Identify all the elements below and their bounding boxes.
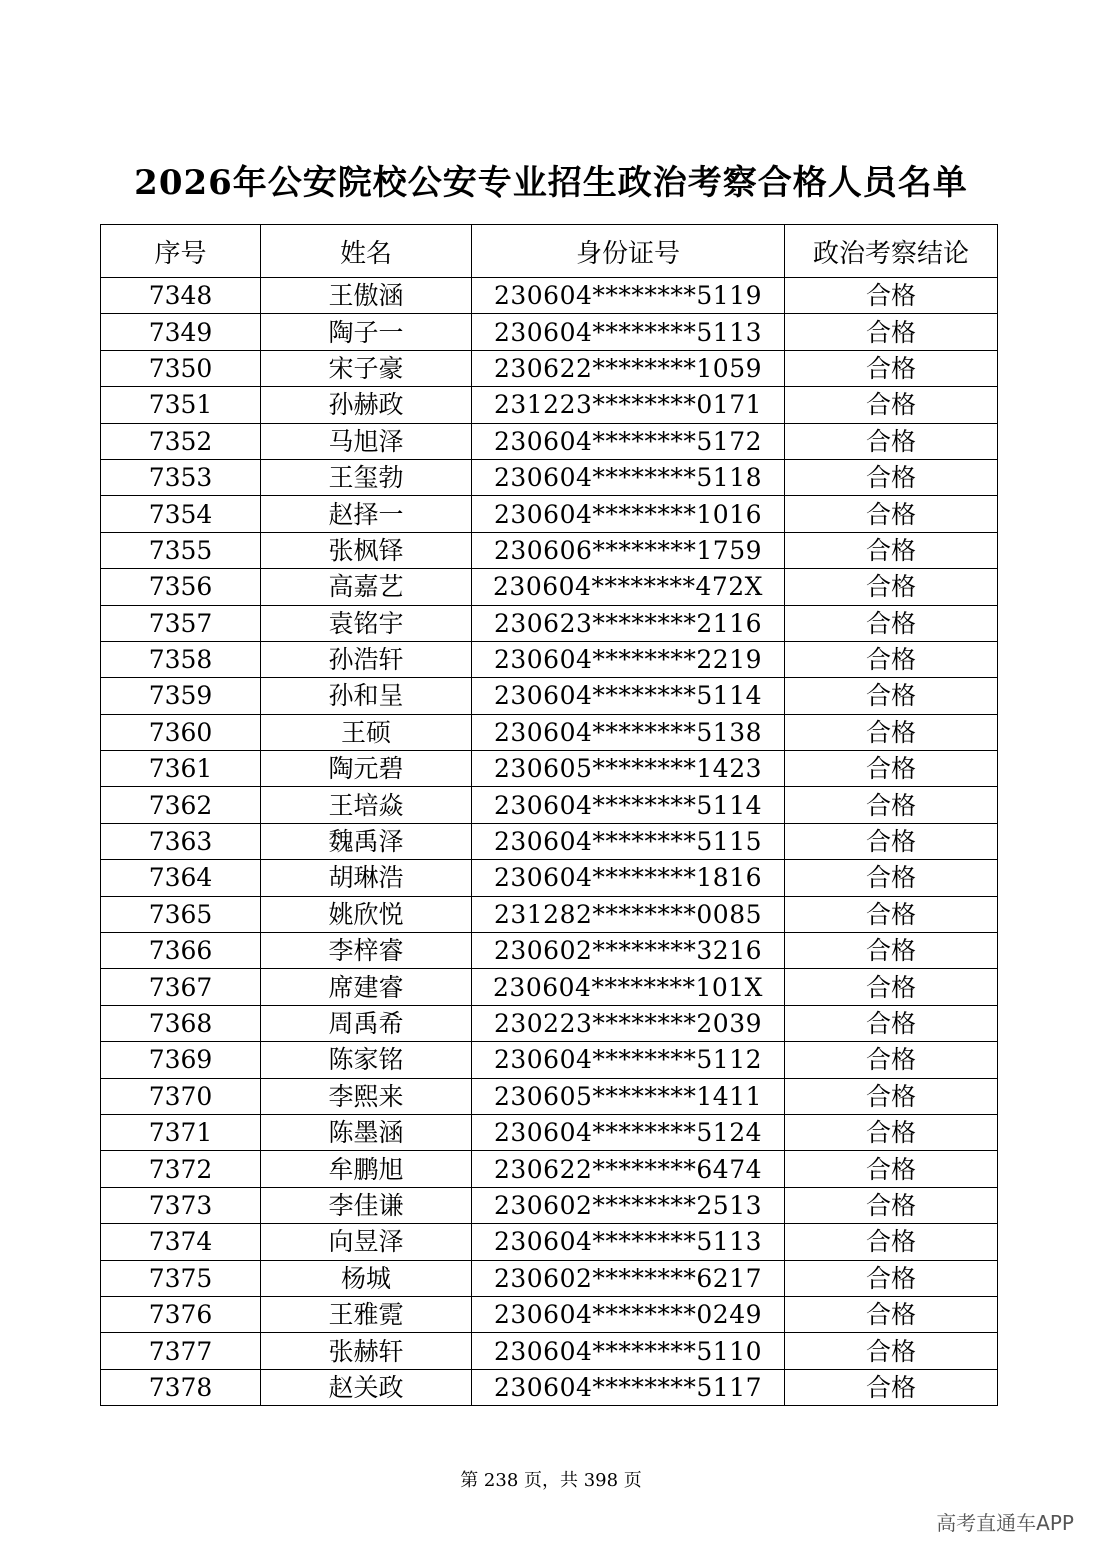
table-row bbox=[101, 1260, 998, 1296]
cell-id-number: 230604********5172 bbox=[472, 423, 785, 459]
cell-name: 王培焱 bbox=[261, 787, 472, 823]
page-number: 第 238 页，共 398 页 bbox=[460, 1470, 642, 1491]
table-row bbox=[101, 896, 998, 932]
cell-name: 牟鹏旭 bbox=[261, 1151, 472, 1187]
cell-result: 合格 bbox=[785, 1151, 998, 1187]
cell-result: 合格 bbox=[785, 1078, 998, 1114]
cell-seq: 7349 bbox=[101, 314, 261, 350]
cell-id-number: 230604********0249 bbox=[472, 1296, 785, 1332]
cell-name: 孙浩轩 bbox=[261, 641, 472, 677]
table-row bbox=[101, 532, 998, 568]
table-header-row bbox=[101, 225, 998, 278]
cell-name: 王雅霓 bbox=[261, 1296, 472, 1332]
cell-seq: 7371 bbox=[101, 1114, 261, 1150]
cell-result: 合格 bbox=[785, 787, 998, 823]
cell-result: 合格 bbox=[785, 1224, 998, 1260]
header-seq: 序号 bbox=[101, 225, 261, 278]
cell-id-number: 230604********1816 bbox=[472, 860, 785, 896]
cell-id-number: 230604********5118 bbox=[472, 459, 785, 495]
table-row bbox=[101, 1078, 998, 1114]
cell-result: 合格 bbox=[785, 605, 998, 641]
table-row bbox=[101, 1224, 998, 1260]
cell-id-number: 230604********1016 bbox=[472, 496, 785, 532]
cell-seq: 7376 bbox=[101, 1296, 261, 1332]
table-row bbox=[101, 423, 998, 459]
cell-id-number: 230604********5115 bbox=[472, 823, 785, 859]
table-row bbox=[101, 314, 998, 350]
table-row bbox=[101, 459, 998, 495]
cell-result: 合格 bbox=[785, 1333, 998, 1369]
cell-id-number: 231282********0085 bbox=[472, 896, 785, 932]
cell-id-number: 230602********3216 bbox=[472, 933, 785, 969]
cell-seq: 7363 bbox=[101, 823, 261, 859]
cell-id-number: 230604********5117 bbox=[472, 1369, 785, 1405]
cell-name: 赵关政 bbox=[261, 1369, 472, 1405]
table-row bbox=[101, 933, 998, 969]
cell-id-number: 230604********5114 bbox=[472, 678, 785, 714]
cell-result: 合格 bbox=[785, 1260, 998, 1296]
cell-name: 胡琳浩 bbox=[261, 860, 472, 896]
cell-result: 合格 bbox=[785, 641, 998, 677]
cell-seq: 7362 bbox=[101, 787, 261, 823]
cell-name: 宋子豪 bbox=[261, 350, 472, 386]
cell-seq: 7360 bbox=[101, 714, 261, 750]
table-row bbox=[101, 714, 998, 750]
table-body bbox=[101, 278, 998, 1406]
cell-id-number: 230604********5113 bbox=[472, 1224, 785, 1260]
cell-id-number: 230604********5138 bbox=[472, 714, 785, 750]
table-row bbox=[101, 1151, 998, 1187]
cell-id-number: 230604********5124 bbox=[472, 1114, 785, 1150]
cell-name: 李熙来 bbox=[261, 1078, 472, 1114]
cell-seq: 7375 bbox=[101, 1260, 261, 1296]
cell-seq: 7352 bbox=[101, 423, 261, 459]
cell-id-number: 230622********6474 bbox=[472, 1151, 785, 1187]
cell-name: 陶子一 bbox=[261, 314, 472, 350]
cell-result: 合格 bbox=[785, 387, 998, 423]
cell-result: 合格 bbox=[785, 1369, 998, 1405]
cell-seq: 7356 bbox=[101, 569, 261, 605]
header-result: 政治考察结论 bbox=[785, 225, 998, 278]
cell-name: 张赫轩 bbox=[261, 1333, 472, 1369]
cell-name: 张枫铎 bbox=[261, 532, 472, 568]
cell-name: 陶元碧 bbox=[261, 751, 472, 787]
cell-id-number: 230604********472X bbox=[472, 569, 785, 605]
cell-result: 合格 bbox=[785, 969, 998, 1005]
cell-id-number: 230604********2219 bbox=[472, 641, 785, 677]
cell-seq: 7369 bbox=[101, 1042, 261, 1078]
cell-id-number: 230604********5114 bbox=[472, 787, 785, 823]
cell-id-number: 230622********1059 bbox=[472, 350, 785, 386]
cell-seq: 7372 bbox=[101, 1151, 261, 1187]
cell-result: 合格 bbox=[785, 896, 998, 932]
table-row bbox=[101, 1333, 998, 1369]
cell-seq: 7370 bbox=[101, 1078, 261, 1114]
cell-result: 合格 bbox=[785, 496, 998, 532]
cell-name: 魏禹泽 bbox=[261, 823, 472, 859]
cell-seq: 7351 bbox=[101, 387, 261, 423]
cell-id-number: 230602********2513 bbox=[472, 1187, 785, 1223]
cell-result: 合格 bbox=[785, 569, 998, 605]
cell-id-number: 230223********2039 bbox=[472, 1005, 785, 1041]
table-row bbox=[101, 1005, 998, 1041]
cell-result: 合格 bbox=[785, 933, 998, 969]
cell-seq: 7365 bbox=[101, 896, 261, 932]
cell-name: 周禹希 bbox=[261, 1005, 472, 1041]
cell-seq: 7357 bbox=[101, 605, 261, 641]
cell-seq: 7359 bbox=[101, 678, 261, 714]
cell-seq: 7368 bbox=[101, 1005, 261, 1041]
cell-name: 李佳谦 bbox=[261, 1187, 472, 1223]
cell-id-number: 230604********5112 bbox=[472, 1042, 785, 1078]
cell-name: 姚欣悦 bbox=[261, 896, 472, 932]
roster-table bbox=[100, 224, 998, 1406]
cell-result: 合格 bbox=[785, 823, 998, 859]
cell-seq: 7377 bbox=[101, 1333, 261, 1369]
cell-name: 高嘉艺 bbox=[261, 569, 472, 605]
cell-id-number: 230604********5113 bbox=[472, 314, 785, 350]
table-row bbox=[101, 278, 998, 314]
cell-name: 王硕 bbox=[261, 714, 472, 750]
cell-id-number: 230602********6217 bbox=[472, 1260, 785, 1296]
table-row bbox=[101, 751, 998, 787]
cell-id-number: 230606********1759 bbox=[472, 532, 785, 568]
cell-name: 马旭泽 bbox=[261, 423, 472, 459]
cell-name: 袁铭宇 bbox=[261, 605, 472, 641]
cell-id-number: 230605********1411 bbox=[472, 1078, 785, 1114]
document-title: 2026年公安院校公安专业招生政治考察合格人员名单 bbox=[134, 163, 968, 203]
cell-name: 赵择一 bbox=[261, 496, 472, 532]
cell-name: 王傲涵 bbox=[261, 278, 472, 314]
table-row bbox=[101, 1042, 998, 1078]
cell-name: 向昱泽 bbox=[261, 1224, 472, 1260]
table-row bbox=[101, 1187, 998, 1223]
table-row bbox=[101, 823, 998, 859]
cell-seq: 7367 bbox=[101, 969, 261, 1005]
cell-result: 合格 bbox=[785, 423, 998, 459]
cell-result: 合格 bbox=[785, 678, 998, 714]
cell-result: 合格 bbox=[785, 350, 998, 386]
cell-seq: 7350 bbox=[101, 350, 261, 386]
table-row bbox=[101, 787, 998, 823]
cell-seq: 7348 bbox=[101, 278, 261, 314]
cell-id-number: 230605********1423 bbox=[472, 751, 785, 787]
cell-result: 合格 bbox=[785, 1042, 998, 1078]
cell-result: 合格 bbox=[785, 1187, 998, 1223]
cell-seq: 7353 bbox=[101, 459, 261, 495]
header-id: 身份证号 bbox=[472, 225, 785, 278]
cell-seq: 7361 bbox=[101, 751, 261, 787]
table-row bbox=[101, 1369, 998, 1405]
cell-seq: 7373 bbox=[101, 1187, 261, 1223]
cell-result: 合格 bbox=[785, 751, 998, 787]
header-name: 姓名 bbox=[261, 225, 472, 278]
cell-result: 合格 bbox=[785, 1296, 998, 1332]
cell-result: 合格 bbox=[785, 860, 998, 896]
cell-name: 孙和呈 bbox=[261, 678, 472, 714]
table-row bbox=[101, 641, 998, 677]
cell-id-number: 230604********5119 bbox=[472, 278, 785, 314]
table-row bbox=[101, 387, 998, 423]
cell-seq: 7364 bbox=[101, 860, 261, 896]
cell-name: 李梓睿 bbox=[261, 933, 472, 969]
table-row bbox=[101, 569, 998, 605]
cell-id-number: 230623********2116 bbox=[472, 605, 785, 641]
table-row bbox=[101, 860, 998, 896]
cell-name: 孙赫政 bbox=[261, 387, 472, 423]
cell-name: 席建睿 bbox=[261, 969, 472, 1005]
table-row bbox=[101, 605, 998, 641]
cell-seq: 7378 bbox=[101, 1369, 261, 1405]
table-row bbox=[101, 350, 998, 386]
cell-result: 合格 bbox=[785, 1005, 998, 1041]
cell-result: 合格 bbox=[785, 1114, 998, 1150]
cell-seq: 7354 bbox=[101, 496, 261, 532]
cell-result: 合格 bbox=[785, 714, 998, 750]
table-row bbox=[101, 969, 998, 1005]
cell-seq: 7355 bbox=[101, 532, 261, 568]
cell-name: 陈墨涵 bbox=[261, 1114, 472, 1150]
cell-seq: 7366 bbox=[101, 933, 261, 969]
cell-id-number: 231223********0171 bbox=[472, 387, 785, 423]
cell-name: 王玺勃 bbox=[261, 459, 472, 495]
table-row bbox=[101, 678, 998, 714]
cell-result: 合格 bbox=[785, 459, 998, 495]
cell-name: 杨城 bbox=[261, 1260, 472, 1296]
cell-id-number: 230604********5110 bbox=[472, 1333, 785, 1369]
table-row bbox=[101, 1296, 998, 1332]
cell-seq: 7374 bbox=[101, 1224, 261, 1260]
cell-result: 合格 bbox=[785, 314, 998, 350]
cell-seq: 7358 bbox=[101, 641, 261, 677]
watermark: 高考直通车APP bbox=[936, 1511, 1074, 1535]
cell-result: 合格 bbox=[785, 278, 998, 314]
cell-id-number: 230604********101X bbox=[472, 969, 785, 1005]
table-row bbox=[101, 496, 998, 532]
cell-name: 陈家铭 bbox=[261, 1042, 472, 1078]
cell-result: 合格 bbox=[785, 532, 998, 568]
table-row bbox=[101, 1114, 998, 1150]
